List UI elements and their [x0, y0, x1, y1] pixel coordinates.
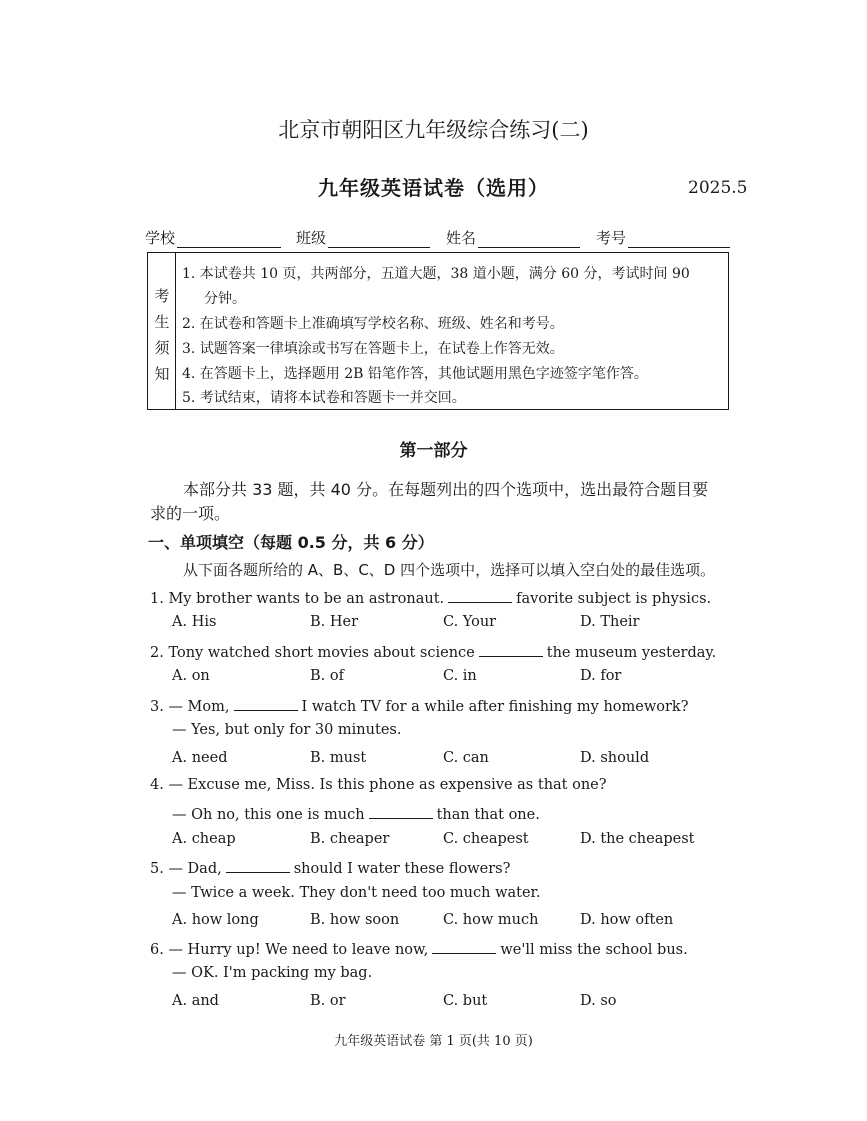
notice-label-char: 知 — [154, 365, 170, 383]
answer-blank — [432, 939, 496, 954]
question — [150, 642, 716, 661]
question-text: I watch TV for a while after finishing my homework? — [301, 699, 689, 715]
school-blank — [177, 230, 281, 248]
option: B. Her — [310, 614, 359, 630]
question-reply: — Yes, but only for 30 minutes. — [172, 722, 402, 738]
section-instruction: 从下面各题所给的 A、B、C、D 四个选项中，选择可以填入空白处的最佳选项。 — [183, 561, 716, 579]
question-reply — [172, 804, 540, 823]
section-title: 一、单项填空（每题 0.5 分，共 6 分） — [148, 533, 434, 552]
option: D. so — [580, 993, 617, 1009]
name-blank — [478, 230, 580, 248]
question-text: should I water these flowers? — [293, 861, 511, 877]
question-reply: — Twice a week. They don't need too much water. — [172, 885, 541, 901]
question-text: — Oh no, this one is much — [172, 807, 365, 823]
part-title: 第一部分 — [399, 441, 468, 461]
option: C. how much — [443, 912, 539, 928]
number-blank — [628, 230, 730, 248]
option: B. how soon — [310, 912, 400, 928]
question-text: 1. My brother wants to be an astronaut. — [150, 591, 445, 607]
notice-item: 2. 在试卷和答题卡上准确填写学校名称、班级、姓名和考号。 — [182, 316, 564, 332]
question-text: the museum yesterday. — [546, 645, 717, 661]
class-blank — [328, 230, 430, 248]
question-text: 6. — Hurry up! We need to leave now, — [150, 942, 429, 958]
page-footer: 九年级英语试卷 第 1 页(共 10 页) — [334, 1034, 533, 1049]
answer-blank — [369, 804, 433, 819]
notice-item: 3. 试题答案一律填涂或书写在答题卡上，在试卷上作答无效。 — [182, 341, 564, 357]
answer-blank — [234, 696, 298, 711]
option: B. cheaper — [310, 831, 390, 847]
question — [150, 939, 688, 958]
question-text: 3. — Mom, — [150, 699, 230, 715]
option: A. cheap — [172, 831, 236, 847]
question — [150, 696, 688, 715]
info-field-class — [296, 227, 430, 248]
option: D. for — [580, 668, 622, 684]
question — [150, 858, 510, 877]
answer-blank — [226, 858, 290, 873]
option: C. in — [443, 668, 477, 684]
info-field-name — [446, 227, 580, 248]
info-field-label: 考号 — [596, 229, 627, 247]
option: B. of — [310, 668, 344, 684]
part-intro: 本部分共 33 题，共 40 分。在每题列出的四个选项中，选出最符合题目要 — [183, 480, 709, 499]
exam-title: 北京市朝阳区九年级综合练习(二) — [278, 118, 589, 142]
question-text: 5. — Dad, — [150, 861, 222, 877]
option: C. cheapest — [443, 831, 529, 847]
answer-blank — [479, 642, 543, 657]
question-text: we'll miss the school bus. — [500, 942, 688, 958]
option: D. Their — [580, 614, 640, 630]
exam-date: 2025.5 — [688, 178, 748, 198]
question-text: than that one. — [436, 807, 540, 823]
part-intro: 求的一项。 — [150, 504, 231, 523]
question-text: 2. Tony watched short movies about science — [150, 645, 475, 661]
option: A. on — [172, 668, 210, 684]
option: C. can — [443, 750, 489, 766]
option: D. the cheapest — [580, 831, 695, 847]
notice-box — [147, 252, 729, 410]
option: D. should — [580, 750, 650, 766]
question: 4. — Excuse me, Miss. Is this phone as expensive as that one? — [150, 777, 607, 793]
option: B. or — [310, 993, 346, 1009]
option: B. must — [310, 750, 367, 766]
option: D. how often — [580, 912, 674, 928]
answer-blank — [448, 588, 512, 603]
notice-label-char: 生 — [154, 313, 170, 331]
question-reply: — OK. I'm packing my bag. — [172, 965, 373, 981]
info-field-label: 姓名 — [446, 229, 477, 247]
info-field-number — [596, 227, 730, 248]
notice-item: 分钟。 — [204, 291, 246, 307]
notice-item: 4. 在答题卡上，选择题用 2B 铅笔作答，其他试题用黑色字迹签字笔作答。 — [182, 366, 648, 382]
notice-item: 1. 本试卷共 10 页，共两部分，五道大题，38 道小题，满分 60 分，考试时间 90 — [182, 266, 690, 282]
info-field-label: 学校 — [145, 229, 176, 247]
info-field-label: 班级 — [296, 229, 327, 247]
option: A. and — [172, 993, 219, 1009]
exam-subtitle: 九年级英语试卷（选用） — [318, 176, 549, 200]
option: C. Your — [443, 614, 497, 630]
notice-label — [148, 253, 176, 409]
option: A. His — [172, 614, 217, 630]
notice-item: 5. 考试结束，请将本试卷和答题卡一并交回。 — [182, 390, 466, 406]
option: C. but — [443, 993, 488, 1009]
option: A. need — [172, 750, 228, 766]
option: A. how long — [172, 912, 259, 928]
notice-label-char: 须 — [154, 339, 170, 357]
question — [150, 588, 711, 607]
info-field-school — [145, 227, 281, 248]
question-text: favorite subject is physics. — [516, 591, 712, 607]
notice-label-char: 考 — [154, 287, 170, 305]
